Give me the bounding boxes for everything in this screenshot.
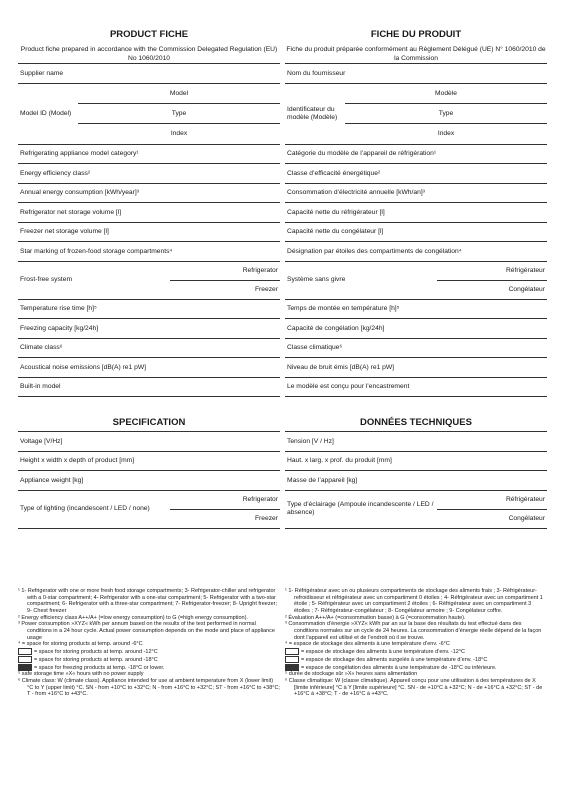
table-row: Temperature rise time [h]⁵	[18, 300, 280, 320]
footnote: ⁴ = espace de stockage des aliments à une température d’env. -6°C	[285, 641, 450, 648]
table-row: Height x width x depth of product [mm]	[18, 452, 280, 472]
footnote: ⁶ Climate class: W (climate class). Appliance intended for use at ambient temperature from X (lower limit) °C to Y (upper limit) °C. SN - from +10°C to +32°C; N - from +16°C to +32°C; ST - from +16°C to +38°C; T - from +16°C to +43°C.	[18, 678, 280, 698]
type-sub-label: Type	[78, 103, 280, 123]
table-row: Star marking of frozen-food storage compartments⁴	[18, 242, 280, 262]
table-row: Energy efficiency class²	[18, 164, 280, 184]
table-row: Capacité de congélation [kg/24h]	[285, 319, 547, 339]
frost-refrigerator-label: Refrigerator	[242, 267, 278, 274]
four-star-icon	[18, 664, 32, 671]
frost-freezer-label: Freezer	[170, 280, 280, 299]
type-sub-label: Type	[345, 103, 547, 123]
table-row: Le modèle est conçu pour l’encastrement	[285, 378, 547, 398]
fiche-subtitle: Fiche du produit préparée conformément au Règlement Délégué (UE) N° 1060/2010 de la Commission	[286, 46, 546, 62]
specification-table	[18, 431, 280, 529]
table-row: Built-in model	[18, 378, 280, 398]
table-row: Consommation d’électricité annuelle [kWh/an]³	[285, 184, 547, 204]
two-star-icon	[285, 648, 299, 655]
table-row: Capacité nette du congélateur [l]	[285, 223, 547, 243]
lighting-refrigerator-label: Refrigerator	[242, 496, 278, 503]
table-row: Annual energy consumption [kWh/year]³	[18, 184, 280, 204]
frost-free-label: Frost-free system	[20, 276, 73, 283]
model-id-label: Identificateur du modèle (Modèle)	[287, 105, 338, 121]
table-row: Voltage [V/Hz]	[18, 432, 280, 452]
model-id-block	[285, 84, 547, 145]
footnote: ⁶ Classe climatique: W (classe climatique). Appareil conçu pour une utilisation à des températures de X [limite inférieure] °C à Y [limite supérieure] °C. SN - de +10°C à +32°C; N - de +16°C à +32°C; ST - de +16°C à +38°C; T - de +16°C à +43°C.	[285, 678, 543, 698]
index-sub-label: Index	[78, 123, 280, 143]
fiche-footnotes	[285, 588, 547, 698]
footnote: ⁵ safe storage time »X« hours with no power supply	[18, 671, 144, 678]
table-row: Freezer net storage volume [l]	[18, 223, 280, 243]
table-row: Appliance weight [kg]	[18, 471, 280, 491]
donnees-techniques-title: DONNÉES TECHNIQUES	[360, 417, 472, 428]
table-row: Niveau de bruit émis [dB(A) re1 pW]	[285, 358, 547, 378]
model-sub-label: Modèle	[435, 89, 457, 97]
table-row: Refrigerating appliance model category¹	[18, 145, 280, 165]
lighting-label: Type of lighting (incandescent / LED / none)	[20, 505, 150, 512]
model-id-block	[18, 84, 280, 145]
model-sub-label: Model	[169, 89, 189, 97]
three-star-icon	[285, 656, 299, 663]
table-row: Classe d’efficacité énergétique²	[285, 164, 547, 184]
product-fiche-title: PRODUCT FICHE	[109, 29, 189, 40]
specification-title: SPECIFICATION	[112, 417, 186, 428]
table-row: Haut. x larg. x prof. du produit [mm]	[285, 452, 547, 472]
fiche-du-produit-column	[285, 0, 547, 529]
footnote: ⁴ = space for storing products at temp. around -6°C	[18, 641, 143, 648]
fiche-table	[285, 63, 547, 397]
table-row: Temps de montée en température [h]⁵	[285, 300, 547, 320]
footnote: ¹ 1- Réfrigérateur avec un ou plusieurs compartiments de stockage des aliments frais ; 3- Réfrigérateur-refroidisseur et réfrigérateur avec un compartiment 0 étoiles ; 4- Réfrigérateur avec un compartiment 1 étoile ; 5- Réfrigérateur avec un compartiment 2 étoiles ; 6- Réfrigérateur avec un compartiment 3 étoiles ; 7- Réfrigérateur-congélateur ; 8- Congélateur armoire ; 9- Congélateur coffre.	[285, 588, 543, 614]
footnote: ² Évaluation A++/A+ (=consommation basse) à G (=consommation haute).	[285, 614, 466, 621]
lighting-row	[285, 491, 547, 529]
lighting-row	[18, 491, 280, 529]
three-star-icon	[18, 656, 32, 663]
frost-free-row	[18, 262, 280, 300]
model-id-label: Model ID (Model)	[20, 109, 72, 117]
four-star-icon	[285, 664, 299, 671]
lighting-refrigerator-label: Réfrigérateur	[505, 496, 545, 503]
footnote: = espace de stockage des aliments à une température d’env. -12°C	[285, 648, 547, 656]
frost-free-label: Système sans givre	[287, 276, 346, 283]
frost-refrigerator-label: Réfrigérateur	[505, 267, 545, 274]
footnote: ³ Power consumption »XYZ« kWh per annum based on the results of the test performed in normal conditions in a 24 hour cycle. Actual power consumption depends on the mode and place of appliance usage	[18, 621, 275, 641]
table-row: Refrigerator net storage volume [l]	[18, 203, 280, 223]
index-sub-label: Index	[345, 123, 547, 143]
donnees-techniques-table	[285, 431, 547, 529]
footnote: ³ Consommation d’énergie »XYZ« kWh par an sur la base des résultats du test effectué dans des conditions normales sur un cycle de 24 heures. La consommation d’énergie réelle dépend de la façon dont l’appareil est utilisé et de l’endroit où il se trouve.	[285, 621, 542, 641]
lighting-freezer-label: Congélateur	[437, 509, 547, 528]
supplier-row: Nom du fournisseur	[285, 64, 547, 84]
footnote: = space for storing products at temp. around -12°C	[18, 648, 280, 656]
table-row: Freezing capacity [kg/24h]	[18, 319, 280, 339]
table-row: Capacité nette du réfrigérateur [l]	[285, 203, 547, 223]
product-fiche-table	[18, 63, 280, 397]
footnote: ⁵ durée de stockage sûr »X« heures sans alimentation	[285, 671, 418, 678]
footnote: ² Energy efficiency class A++/A+ (=low energy consumption) to G (=high energy consumption).	[18, 614, 248, 621]
table-row: Acoustical noise emissions [dB(A) re1 pW]	[18, 358, 280, 378]
table-row: Masse de l’appareil [kg]	[285, 471, 547, 491]
table-row: Climate class⁶	[18, 339, 280, 359]
table-row: Tension [V / Hz]	[285, 432, 547, 452]
fiche-title: FICHE DU PRODUIT	[370, 29, 462, 40]
lighting-label: Type d’éclairage (Ampoule incandescente / LED / absence)	[287, 501, 434, 516]
product-fiche-subtitle: Product fiche prepared in accordance with the Commission Delegated Regulation (EU) No 1060/2010	[20, 46, 278, 62]
footnote: = space for freezing products at temp. -18°C or lower.	[18, 664, 280, 672]
table-row: Désignation par étoiles des compartiments de congélation⁴	[285, 242, 547, 262]
footnote: = espace de congélation des aliments à une température de -18°C ou inférieure.	[285, 664, 547, 672]
table-row: Classe climatique⁶	[285, 339, 547, 359]
footnote: = space for storing products at temp. around -18°C	[18, 656, 280, 664]
footnote: ¹ 1- Refrigerator with one or more fresh food storage compartments; 3- Refrigerator-chiller and refrigerator with a 0-star compartment; 4- Refrigerator with a one-star compartment; 5- Refrigerator with a two-star compartment; 6- Refrigerator with a three-star compartment; 7- Refrigerator-freezer; 8- Upright freezer; 9- Chest freezer	[18, 588, 278, 614]
footnote: = espace de stockage des aliments surgelés à une température d’env. -18°C	[285, 656, 547, 664]
frost-freezer-label: Congélateur	[437, 280, 547, 299]
product-fiche-column	[18, 0, 280, 529]
product-fiche-footnotes	[18, 588, 280, 698]
lighting-freezer-label: Freezer	[170, 509, 280, 528]
frost-free-row	[285, 262, 547, 300]
table-row: Catégorie du modèle de l’appareil de réfrigération¹	[285, 145, 547, 165]
two-star-icon	[18, 648, 32, 655]
supplier-row: Supplier name	[18, 64, 280, 84]
